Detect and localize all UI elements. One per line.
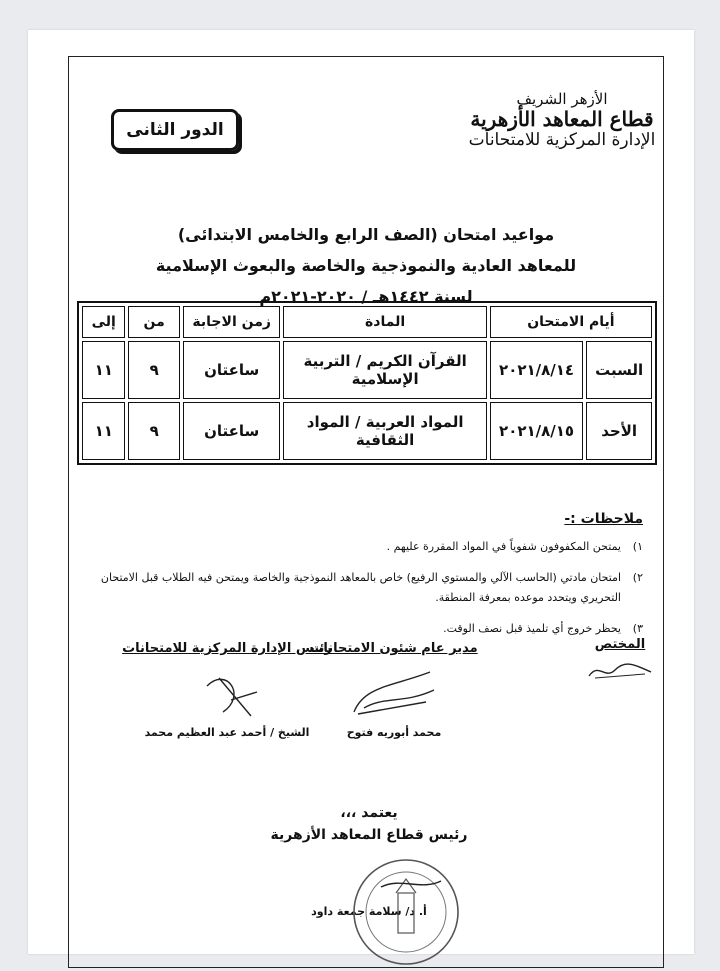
note-text: يمتحن المكفوفون شفوياً في المواد المقررة عليهم . [386, 540, 621, 553]
exam-schedule-table [77, 301, 657, 465]
header-days: أيام الامتحان [490, 306, 652, 338]
round-label: الدور الثانى [111, 109, 239, 151]
title-line2: للمعاهد العادية والنموذجية والخاصة والبعوث الإسلامية [155, 256, 577, 275]
cell-subject: القرآن الكريم / التربية الإسلامية [283, 341, 486, 399]
official-seal [351, 857, 461, 971]
note-item [83, 537, 643, 557]
header-from: من [128, 306, 180, 338]
handwritten-signature [585, 652, 655, 686]
central-head-title: رئيس الإدارة المركزية للامتحانات [122, 641, 332, 656]
central-head-name: الشيخ / أحمد عبد العظيم محمد [144, 726, 310, 739]
table-row [82, 341, 652, 399]
cell-day: السبت [586, 341, 652, 399]
signature-central-head [117, 641, 337, 739]
notes-title: ملاحظات :- [564, 511, 643, 527]
cell-subject: المواد العربية / المواد الثقافية [283, 402, 486, 460]
cell-duration: ساعتان [183, 341, 280, 399]
notes-section [83, 511, 643, 650]
specialist-title: المختص [594, 637, 646, 652]
note-number: ١) [632, 540, 643, 553]
document-page [28, 30, 694, 954]
cell-from: ٩ [128, 402, 180, 460]
approval-label: يعتمد ،،، [340, 805, 398, 821]
note-text: يحظر خروج أي تلميذ قبل نصف الوقت. [443, 622, 621, 635]
cell-from: ٩ [128, 341, 180, 399]
note-number: ٣) [632, 622, 643, 635]
letterhead-line3: الإدارة المركزية للامتحانات [468, 130, 656, 151]
title-line1: مواعيد امتحان (الصف الرابع والخامس الابتدائى) [177, 225, 555, 244]
cell-date: ٢٠٢١/٨/١٥ [490, 402, 584, 460]
cell-duration: ساعتان [183, 402, 280, 460]
note-item [83, 619, 643, 639]
header-subject: المادة [283, 306, 486, 338]
header-duration: زمن الاجابة [183, 306, 280, 338]
cell-date: ٢٠٢١/٨/١٤ [490, 341, 584, 399]
signature-specialist [585, 637, 655, 686]
note-text: امتحان مادتي (الحاسب الآلي والمستوي الرفيع) خاص بالمعاهد النموذجية والخاصة ويمتحن فيه الطلاب قبل الامتحان التحريري ويتحدد موعده بمعرفة المنطقة. [100, 571, 621, 604]
document-title [69, 219, 663, 312]
exam-manager-title: مدير عام شئون الامتحانات [310, 641, 478, 656]
cell-day: الأحد [586, 402, 652, 460]
title-line3: لسنة ١٤٤٢هـ / ٢٠٢٠-٢٠٢١م [259, 287, 473, 306]
exam-manager-name: محمد أبوريه فتوح [346, 726, 442, 739]
handwritten-signature [117, 656, 337, 726]
table-row [82, 402, 652, 460]
approval-name: أ. د/ سلامة جمعة داود [311, 905, 427, 918]
approval-title: رئيس قطاع المعاهد الأزهرية [270, 827, 468, 843]
document-frame [68, 56, 664, 968]
letterhead [467, 91, 657, 151]
header-to: إلى [82, 306, 125, 338]
letterhead-line2: قطاع المعاهد الأزهرية [470, 107, 654, 132]
table-header-row [82, 306, 652, 338]
letterhead-line1: الأزهر الشريف [516, 90, 608, 108]
note-item [83, 568, 643, 608]
cell-to: ١١ [82, 402, 125, 460]
note-number: ٢) [632, 571, 643, 584]
cell-to: ١١ [82, 341, 125, 399]
